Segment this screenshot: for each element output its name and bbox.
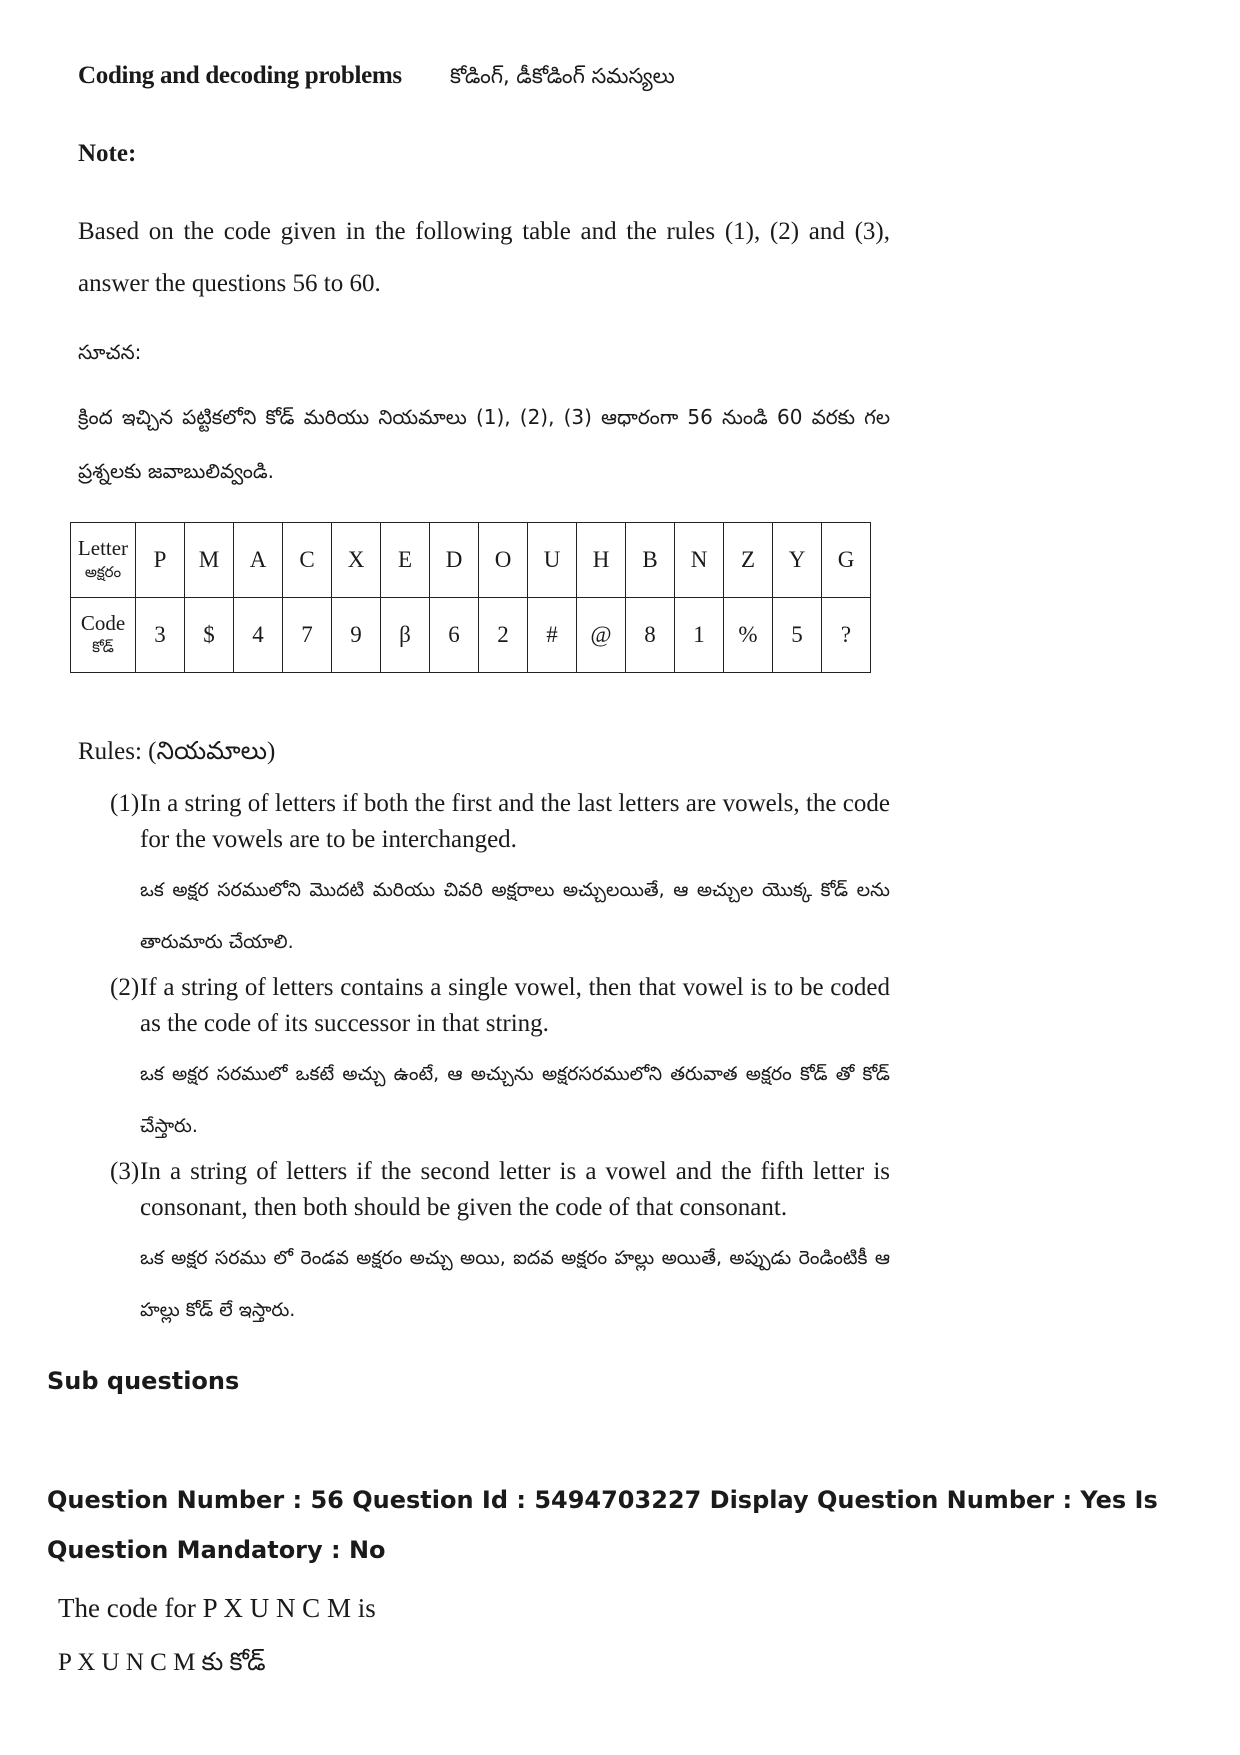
note-text: Based on the code given in the following table and the rules (1), (2) and (3), answer the questions 56 to 60. — [78, 218, 890, 297]
rules-label: Rules: (నియమాలు) — [78, 738, 276, 765]
code-cell: ? — [822, 598, 871, 673]
code-cell: @ — [577, 598, 626, 673]
code-cell: % — [724, 598, 773, 673]
letter-cell: O — [479, 523, 528, 598]
letter-cell: P — [136, 523, 185, 598]
code-header-en: Code — [80, 611, 126, 635]
question-text-telugu: P X U N C M కు కోడ్ — [58, 1649, 266, 1676]
rule-body-en: In a string of letters if both the first and the last letters are vowels, the code for the vowels are to be interchanged. — [140, 790, 890, 853]
code-cell: 3 — [136, 598, 185, 673]
rule-1 — [110, 786, 890, 968]
letter-cell: U — [528, 523, 577, 598]
question-meta: Question Number : 56 Question Id : 5494703227 Display Question Number : Yes Is Question Mandatory : No — [47, 1486, 1158, 1564]
rule-text-te: ఒక అక్షర సరము లో రెండవ అక్షరం అచ్చు అయి, ఐదవ అక్షరం హల్లు అయితే, అప్పుడు రెండింటికీ ఆ హల్లు కోడ్ లే ఇస్తారు. — [140, 1247, 890, 1321]
note-text-telugu: క్రింద ఇచ్చిన పట్టికలోని కోడ్ మరియు నియమాలు (1), (2), (3) ఆధారంగా 56 నుండి 60 వరకు గల ప్రశ్నలకు జవాబులివ్వండి. — [78, 405, 890, 483]
letter-cell: G — [822, 523, 871, 598]
rule-text-te: ఒక అక్షర సరములోని మొదటి మరియు చివరి అక్షరాలు అచ్చులయితే, ఆ అచ్చుల యొక్క కోడ్ లను తారుమారు చేయాలి. — [140, 879, 890, 953]
rule-number: (2) — [110, 974, 140, 1001]
code-cell: 2 — [479, 598, 528, 673]
rule-number: (1) — [110, 790, 140, 817]
code-header-te: కోడ్ — [92, 638, 114, 656]
code-table — [70, 522, 871, 673]
code-cell: 4 — [234, 598, 283, 673]
code-cell: 7 — [283, 598, 332, 673]
rule-3 — [110, 1154, 890, 1336]
rule-text-en — [110, 970, 890, 1042]
letter-cell: D — [430, 523, 479, 598]
letter-cell: B — [626, 523, 675, 598]
code-cell: # — [528, 598, 577, 673]
letter-cell: H — [577, 523, 626, 598]
code-cell: $ — [185, 598, 234, 673]
question-text: The code for P X U N C M is — [58, 1593, 376, 1623]
rule-text-en — [110, 1154, 890, 1226]
section-title-telugu: కోడింగ్, డీకోడింగ్ సమస్యలు — [450, 64, 675, 88]
note-label-telugu: సూచన: — [78, 340, 142, 364]
code-cell: β — [381, 598, 430, 673]
letter-row — [71, 523, 871, 598]
letter-header-en: Letter — [77, 536, 129, 560]
code-cell: 1 — [675, 598, 724, 673]
letter-cell: A — [234, 523, 283, 598]
code-cell: 6 — [430, 598, 479, 673]
letter-cell: E — [381, 523, 430, 598]
rule-text-te: ఒక అక్షర సరములో ఒకటే అచ్చు ఉంటే, ఆ అచ్చును అక్షరసరములోని తరువాత అక్షరం కోడ్ తో కోడ్ చేస్తారు. — [140, 1063, 890, 1137]
code-cell: 5 — [773, 598, 822, 673]
letter-cell: M — [185, 523, 234, 598]
letter-cell: Z — [724, 523, 773, 598]
rule-body-en: If a string of letters contains a single vowel, then that vowel is to be coded as the code of its successor in that string. — [140, 974, 890, 1037]
rule-text-en — [110, 786, 890, 858]
letter-cell: N — [675, 523, 724, 598]
code-header — [71, 598, 136, 673]
sub-questions-heading: Sub questions — [47, 1367, 240, 1395]
rule-2 — [110, 970, 890, 1152]
code-cell: 8 — [626, 598, 675, 673]
code-cell: 9 — [332, 598, 381, 673]
rule-body-en: In a string of letters if the second letter is a vowel and the fifth letter is consonant, then both should be given the code of that consonant. — [140, 1158, 890, 1221]
code-row — [71, 598, 871, 673]
letter-cell: X — [332, 523, 381, 598]
letter-header-te: అక్షరం — [84, 563, 122, 581]
letter-cell: C — [283, 523, 332, 598]
section-title: Coding and decoding problems — [78, 62, 402, 89]
note-label: Note: — [78, 140, 137, 167]
letter-header — [71, 523, 136, 598]
rule-number: (3) — [110, 1158, 140, 1185]
letter-cell: Y — [773, 523, 822, 598]
